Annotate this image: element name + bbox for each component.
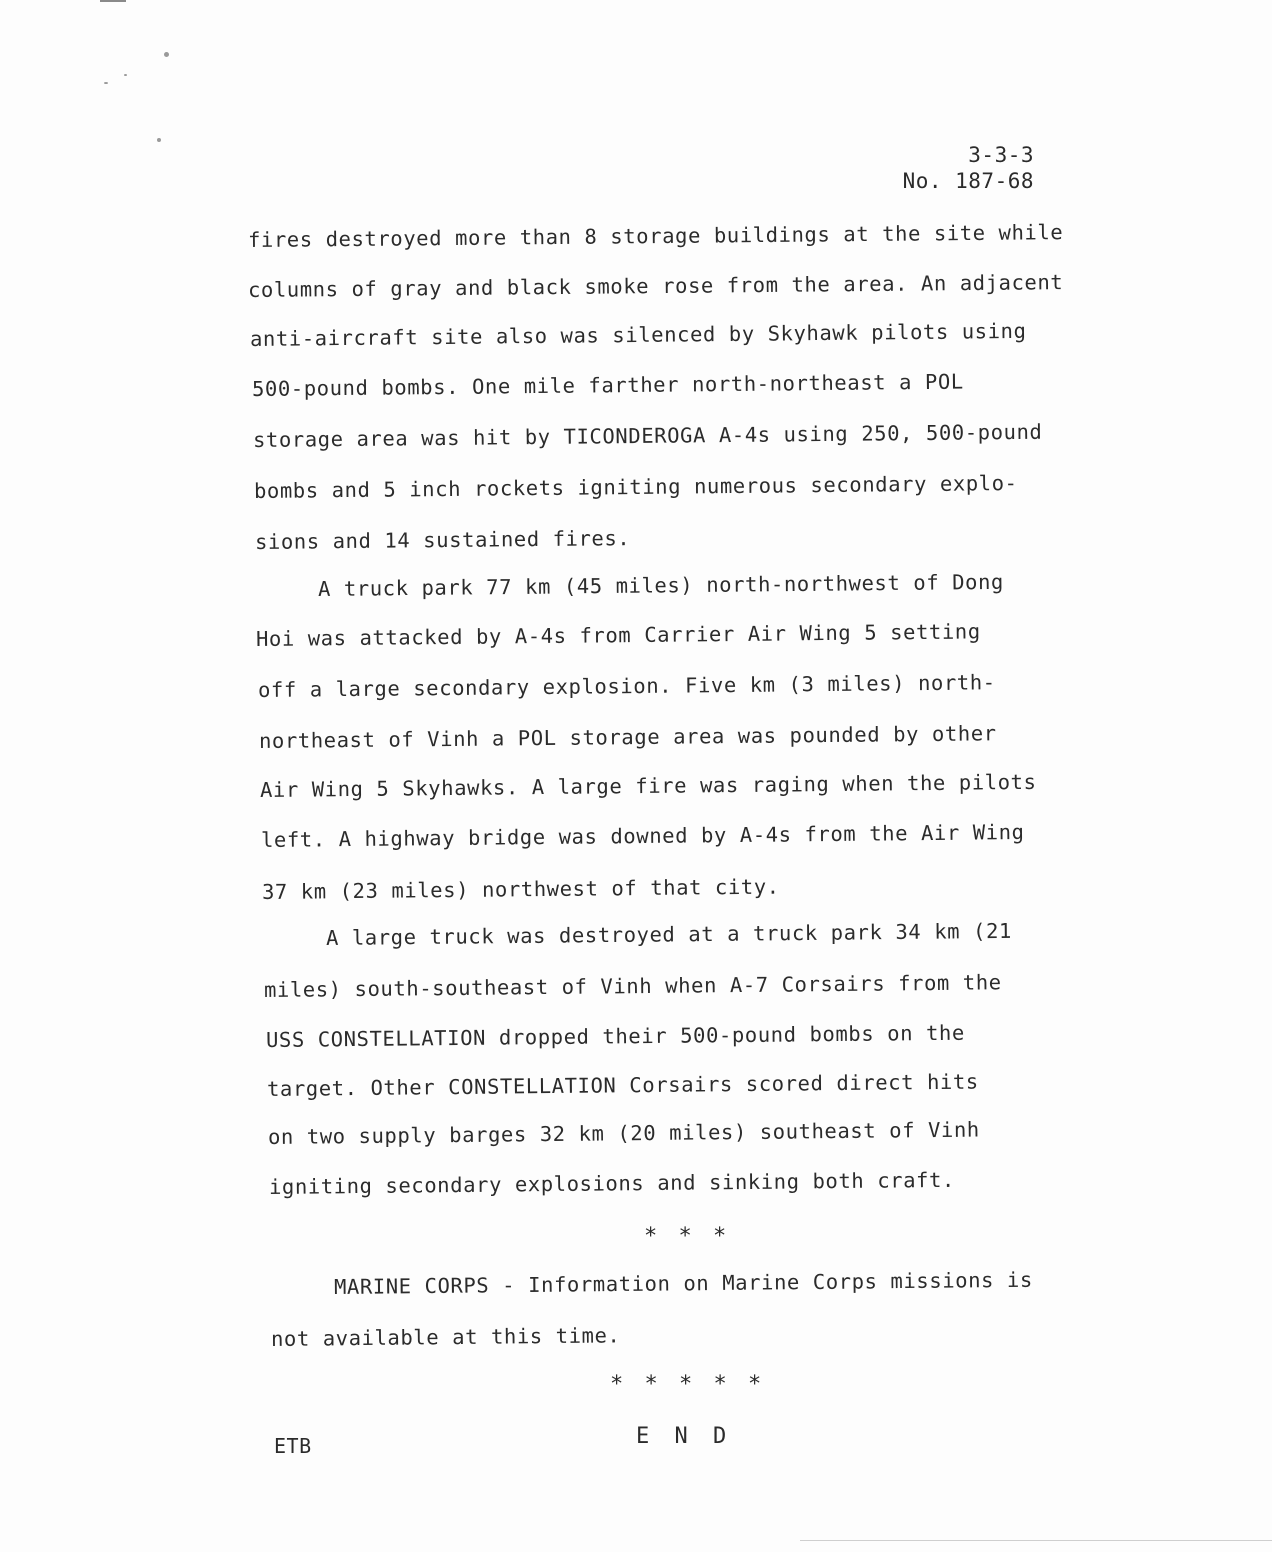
body-line: USS CONSTELLATION dropped their 500-pound bombs on the (265, 1020, 965, 1052)
body-line: on two supply barges 32 km (20 miles) southeast of Vinh (267, 1117, 980, 1149)
section-separator: * * * * * (610, 1372, 766, 1397)
body-line: left. A highway bridge was downed by A-4s from the Air Wing (260, 820, 1025, 852)
body-line: 500-pound bombs. One mile farther north-northeast a POL (251, 369, 964, 401)
body-line: off a large secondary explosion. Five km (3 miles) north- (257, 670, 996, 702)
section-separator: * * * (644, 1224, 731, 1249)
bottom-edge-line (800, 1540, 1272, 1541)
scan-speck (104, 82, 108, 84)
body-line: columns of gray and black smoke rose from the area. An adjacent (247, 270, 1064, 302)
body-line: A large truck was destroyed at a truck park 34 km (21 (325, 918, 1013, 950)
typist-initials: ETB (274, 1434, 312, 1458)
scan-speck (124, 74, 127, 76)
end-mark: E N D (636, 1424, 733, 1449)
body-line: 37 km (23 miles) northwest of that city. (261, 874, 780, 904)
section-reference: 3-3-3 (968, 143, 1034, 167)
body-line: fires destroyed more than 8 storage buildings at the site while (247, 220, 1064, 252)
body-line: Air Wing 5 Skyhawks. A large fire was raging when the pilots (259, 769, 1037, 802)
body-line: MARINE CORPS - Information on Marine Corps missions is (333, 1267, 1033, 1299)
body-line: northeast of Vinh a POL storage area was pounded by other (258, 721, 997, 753)
body-line: Hoi was attacked by A-4s from Carrier Air Wing 5 setting (255, 619, 981, 651)
scan-speck (164, 52, 169, 57)
scan-speck (157, 138, 161, 142)
body-line: A truck park 77 km (45 miles) north-northwest of Dong (317, 569, 1005, 601)
body-line: miles) south-southeast of Vinh when A-7 Corsairs from the (263, 970, 1002, 1002)
body-line: storage area was hit by TICONDEROGA A-4s using 250, 500-pound (252, 419, 1043, 452)
body-line: not available at this time. (270, 1323, 621, 1351)
release-number: No. 187-68 (902, 169, 1034, 193)
body-line: sions and 14 sustained fires. (254, 526, 631, 554)
body-line: igniting secondary explosions and sinking both craft. (268, 1167, 956, 1199)
top-edge-mark (100, 0, 126, 2)
body-line: anti-aircraft site also was silenced by Skyhawk pilots using (249, 318, 1027, 351)
body-line: bombs and 5 inch rockets igniting numerous secondary explo- (253, 471, 1018, 503)
body-line: target. Other CONSTELLATION Corsairs scored direct hits (266, 1069, 979, 1101)
